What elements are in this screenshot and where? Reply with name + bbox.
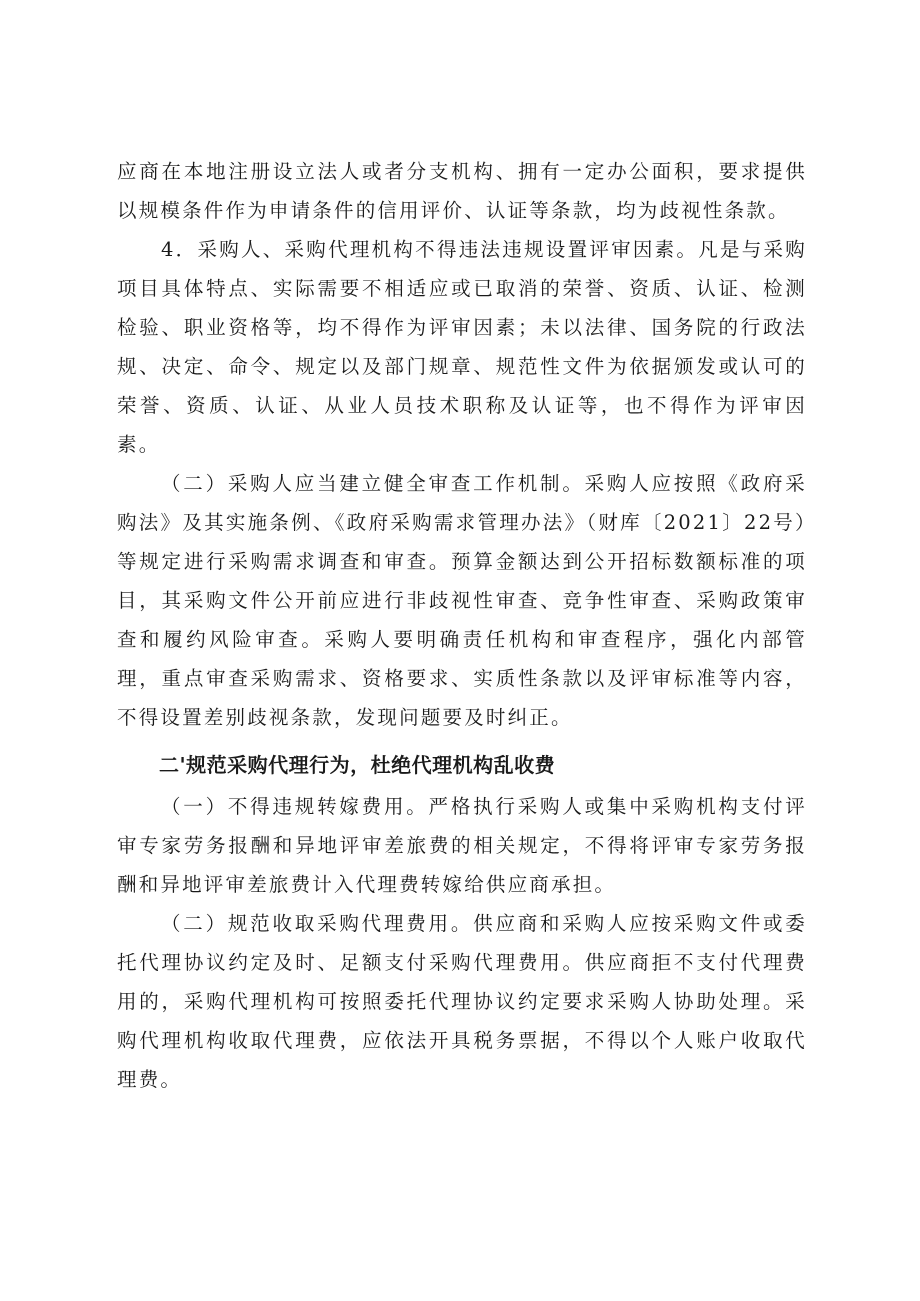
paragraph-item-4: 4．采购人、采购代理机构不得违法违规设置评审因素。凡是与采购项目具体特点、实际需要不相适应或已取消的荣誉、资质、认证、检测检验、职业资格等，均不得作为评审因素；未以法律、国务院的行政法规、决定、命令、规定以及部门规章、规范性文件为依据颁发或认可的荣誉、资质、认证、从业人员技术职称及认证等，也不得作为评审因素。 (117, 238, 807, 456)
paragraph-no-fee-transfer: （一）不得违规转嫁费用。严格执行采购人或集中采购机构支付评审专家劳务报酬和异地评审差旅费的相关规定，不得将评审专家劳务报酬和异地评审差旅费计入代理费转嫁给供应商承担。 (117, 795, 807, 896)
section-heading: 二'规范采购代理行为，杜绝代理机构乱收费 (159, 753, 556, 777)
document-page (117, 152, 807, 1099)
paragraph-continuation: 应商在本地注册设立法人或者分支机构、拥有一定办公面积，要求提供以规模条件作为申请条件的信用评价、认证等条款，均为歧视性条款。 (117, 160, 807, 222)
paragraph-agency-fees: （二）规范收取采购代理费用。供应商和采购人应按采购文件或委托代理协议约定及时、足额支付采购代理费用。供应商拒不支付代理费用的，采购代理机构可按照委托代理协议约定要求采购人协助处理。采购代理机构收取代理费，应依法开具税务票据，不得以个人账户收取代理费。 (117, 912, 807, 1091)
paragraph-review-mechanism: （二）采购人应当建立健全审查工作机制。采购人应按照《政府采购法》及其实施条例、《政府采购需求管理办法》（财库〔2021〕22号）等规定进行采购需求调查和审查。预算金额达到公开招标数额标准的项目，其采购文件公开前应进行非歧视性审查、竞争性审查、采购政策审查和履约风险审查。采购人要明确责任机构和审查程序，强化内部管理，重点审查采购需求、资格要求、实质性条款以及评审标准等内容，不得设置差别歧视条款，发现问题要及时纠正。 (117, 472, 807, 729)
